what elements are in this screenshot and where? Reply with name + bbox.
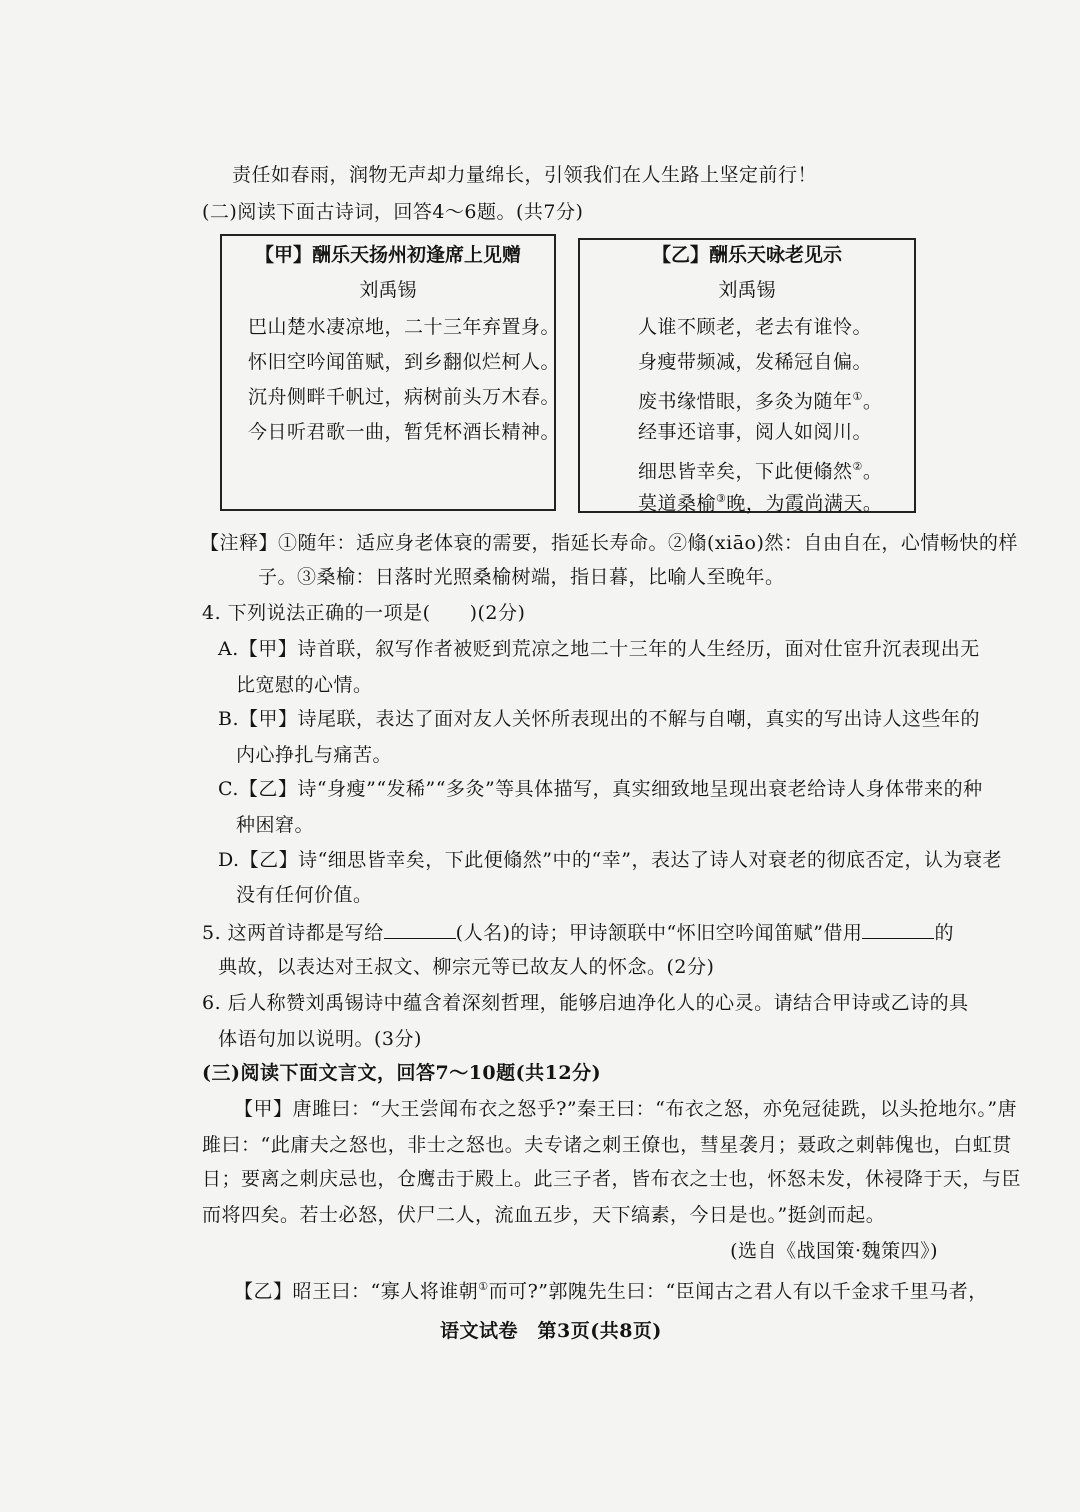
option-b: 内心挣扎与痛苦。 [236, 744, 393, 766]
poem-yi-line: 经事还谙事，阅人如阅川。 [638, 421, 873, 443]
poem-jia-box [220, 234, 561, 511]
footnote-mark: ③ [716, 492, 727, 505]
poem-jia-title: 【甲】酬乐天扬州初逢席上见赠 [254, 244, 521, 266]
poem-yi-line-text: 细思皆幸矣，下此便翛然 [638, 460, 853, 483]
poem-jia-author: 刘禹锡 [359, 279, 417, 301]
option-a: 比宽慰的心情。 [236, 674, 373, 696]
option-c: 种困窘。 [236, 814, 315, 836]
page-footer: 语文试卷 第3页(共8页) [440, 1320, 662, 1342]
notes-line: 【注释】①随年：适应身老体衰的需要，指延长寿命。②翛(xiāo)然：自由自在，心情畅快的样 [200, 532, 1018, 554]
passage-yi-line [234, 1274, 988, 1304]
section2-heading: (二)阅读下面古诗词，回答4～6题。(共7分) [202, 201, 584, 223]
footnote-mark: ① [852, 390, 863, 403]
passage-jia-line: 而将四矣。若士必怒，伏尸二人，流血五步，天下缟素，今日是也。”挺剑而起。 [202, 1204, 886, 1226]
poem-jia-line: 今日听君歌一曲，暂凭杯酒长精神。 [248, 421, 561, 443]
question-5 [202, 918, 954, 946]
passage-yi-text: 【乙】昭王曰：“寡人将谁朝 [234, 1280, 479, 1303]
poem-yi-box [578, 238, 916, 513]
poem-yi-line-text: 废书缘惜眼，多灸为随年 [638, 390, 853, 413]
notes-line: 子。③桑榆：日落时光照桑榆树端，指日暮，比喻人至晚年。 [258, 566, 785, 588]
poem-jia-line: 巴山楚水凄凉地，二十三年弃置身。 [248, 316, 561, 338]
option-b: B.【甲】诗尾联，表达了面对友人关怀所表现出的不解与自嘲，真实的写出诗人这些年的 [218, 708, 981, 730]
answer-blank[interactable] [862, 918, 934, 939]
poem-jia-line: 沉舟侧畔千帆过，病树前头万木春。 [248, 386, 561, 408]
question-4-stem: 4. 下列说法正确的一项是( )(2分) [202, 602, 526, 624]
option-d: D.【乙】诗“细思皆幸矣，下此便翛然”中的“幸”，表达了诗人对衰老的彻底否定，认为衰老 [218, 849, 1002, 871]
passage-source: (选自《战国策·魏策四》) [730, 1240, 938, 1262]
option-a: A.【甲】诗首联，叙写作者被贬到荒凉之地二十三年的人生经历，面对仕宦升沉表现出无 [218, 638, 980, 660]
footnote-mark: ② [852, 460, 863, 473]
poem-yi-line-text: 晚，为霞尚满天。 [726, 492, 883, 515]
poem-yi-line: 人谁不顾老，老去有谁怜。 [638, 316, 873, 338]
section3-heading: (三)阅读下面文言文，回答7～10题(共12分) [202, 1062, 602, 1084]
poem-yi-author: 刘禹锡 [718, 279, 776, 301]
question-6: 体语句加以说明。(3分) [218, 1028, 422, 1050]
passage-yi-text: 而可?”郭隗先生曰：“臣闻古之君人有以千金求千里马者， [488, 1280, 988, 1303]
poem-yi-line [638, 486, 882, 516]
question-5-text: 的 [934, 922, 954, 944]
answer-blank[interactable] [384, 918, 456, 939]
option-c: C.【乙】诗“身瘦”“发稀”“多灸”等具体描写，真实细致地呈现出衰老给诗人身体带来的种 [218, 778, 983, 800]
poem-yi-line: 身瘦带频减，发稀冠自偏。 [638, 351, 873, 373]
poem-yi-line-text: 莫道桑榆 [638, 492, 717, 515]
question-5-text: (人名)的诗；甲诗颔联中“怀旧空吟闻笛赋”借用 [455, 922, 863, 944]
passage-jia-line: 日；要离之刺庆忌也，仓鹰击于殿上。此三子者，皆布衣之士也，怀怒未发，休祲降于天，与臣 [202, 1168, 1022, 1190]
question-5: 典故，以表达对王叔文、柳宗元等已故友人的怀念。(2分) [218, 956, 715, 978]
poem-yi-line: 细思皆幸矣，下此便翛然②。 [638, 460, 883, 483]
option-d: 没有任何价值。 [236, 884, 373, 906]
intro-line: 责任如春雨，润物无声却力量绵长，引领我们在人生路上坚定前行！ [232, 164, 818, 186]
question-5-text: 5. 这两首诗都是写给 [202, 922, 384, 944]
poem-jia-line: 怀旧空吟闻笛赋，到乡翻似烂柯人。 [248, 351, 561, 373]
poem-yi-title: 【乙】酬乐天咏老见示 [651, 244, 842, 266]
footnote-mark: ① [478, 1280, 489, 1293]
passage-jia-line: 雎曰：“此庸夫之怒也，非士之怒也。夫专诸之刺王僚也，彗星袭月；聂政之刺韩傀也，白虹贯 [202, 1134, 1012, 1156]
question-6: 6. 后人称赞刘禹锡诗中蕴含着深刻哲理，能够启迪净化人的心灵。请结合甲诗或乙诗的具 [202, 992, 969, 1014]
passage-jia-line: 【甲】唐雎曰：“大王尝闻布衣之怒乎?”秦王曰：“布衣之怒，亦免冠徒跣，以头抢地尔。”唐 [234, 1098, 1018, 1120]
poem-yi-line: 废书缘惜眼，多灸为随年①。 [638, 390, 883, 413]
